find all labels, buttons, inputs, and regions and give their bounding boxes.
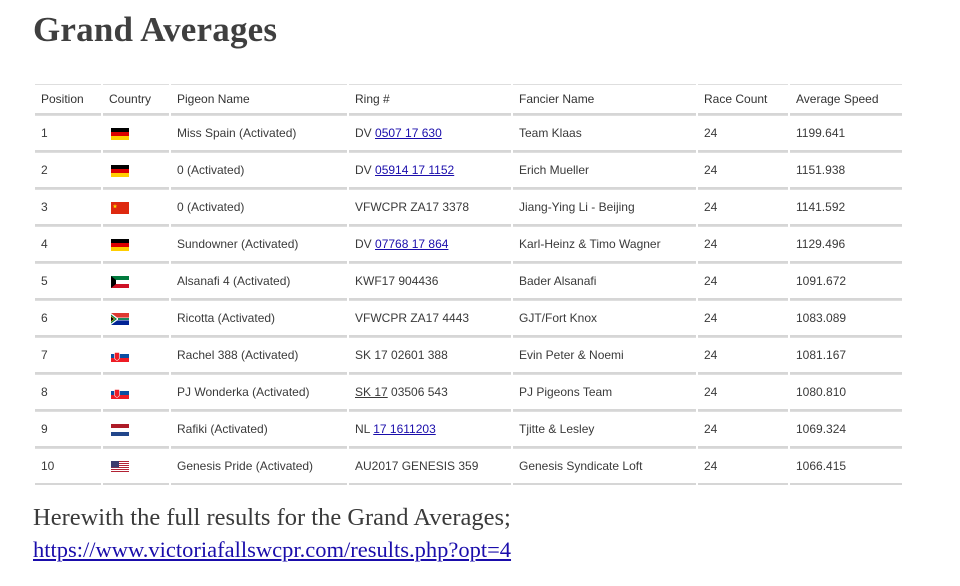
table-row bbox=[35, 374, 902, 411]
cell-ring bbox=[349, 226, 511, 263]
cell-average-speed: 1083.089 bbox=[790, 300, 902, 337]
cell-position: 5 bbox=[35, 263, 101, 300]
china-flag-icon bbox=[111, 202, 129, 214]
cell-fancier-name: Genesis Syndicate Loft bbox=[513, 448, 696, 485]
cell-fancier-name: Karl-Heinz & Timo Wagner bbox=[513, 226, 696, 263]
cell-race-count: 24 bbox=[698, 152, 788, 189]
cell-average-speed: 1081.167 bbox=[790, 337, 902, 374]
cell-race-count: 24 bbox=[698, 263, 788, 300]
cell-race-count: 24 bbox=[698, 448, 788, 485]
cell-fancier-name: Tjitte & Lesley bbox=[513, 411, 696, 448]
cell-country bbox=[103, 226, 169, 263]
cell-race-count: 24 bbox=[698, 337, 788, 374]
cell-average-speed: 1129.496 bbox=[790, 226, 902, 263]
slovakia-flag-icon bbox=[111, 387, 129, 399]
results-table bbox=[33, 84, 904, 485]
ring-text: NL bbox=[355, 422, 374, 436]
cell-pigeon-name: Sundowner (Activated) bbox=[171, 226, 347, 263]
cell-pigeon-name: 0 (Activated) bbox=[171, 189, 347, 226]
cell-position: 7 bbox=[35, 337, 101, 374]
cell-ring bbox=[349, 411, 511, 448]
page-title: Grand Averages bbox=[33, 10, 278, 49]
cell-race-count: 24 bbox=[698, 115, 788, 152]
ring-text: AU2017 GENESIS 359 bbox=[355, 459, 479, 473]
cell-pigeon-name: Miss Spain (Activated) bbox=[171, 115, 347, 152]
germany-flag-icon bbox=[111, 128, 129, 140]
cell-position: 8 bbox=[35, 374, 101, 411]
cell-country bbox=[103, 263, 169, 300]
header-position: Position bbox=[35, 84, 101, 115]
cell-average-speed: 1151.938 bbox=[790, 152, 902, 189]
cell-race-count: 24 bbox=[698, 189, 788, 226]
ring-link[interactable]: 05914 17 1152 bbox=[375, 163, 455, 177]
cell-ring bbox=[349, 152, 511, 189]
cell-pigeon-name: PJ Wonderka (Activated) bbox=[171, 374, 347, 411]
header-average-speed: Average Speed bbox=[790, 84, 902, 115]
ring-text: VFWCPR ZA17 4443 bbox=[355, 311, 470, 325]
ring-text: SK 17 02601 388 bbox=[355, 348, 448, 362]
cell-position: 3 bbox=[35, 189, 101, 226]
ring-text: KWF17 904436 bbox=[355, 274, 439, 288]
cell-fancier-name: Team Klaas bbox=[513, 115, 696, 152]
usa-flag-icon bbox=[111, 461, 129, 473]
cell-country bbox=[103, 374, 169, 411]
table-row bbox=[35, 152, 902, 189]
ring-text-underlined: SK 17 bbox=[355, 385, 388, 399]
header-ring: Ring # bbox=[349, 84, 511, 115]
slovakia-flag-icon bbox=[111, 350, 129, 362]
table-header-row bbox=[35, 84, 902, 115]
cell-fancier-name: PJ Pigeons Team bbox=[513, 374, 696, 411]
cell-country bbox=[103, 448, 169, 485]
ring-text: DV bbox=[355, 163, 376, 177]
footer-text: Herewith the full results for the Grand Averages; bbox=[33, 504, 511, 531]
cell-fancier-name: Jiang-Ying Li - Beijing bbox=[513, 189, 696, 226]
ring-text: VFWCPR ZA17 3378 bbox=[355, 200, 470, 214]
cell-position: 4 bbox=[35, 226, 101, 263]
cell-fancier-name: Erich Mueller bbox=[513, 152, 696, 189]
cell-position: 9 bbox=[35, 411, 101, 448]
ring-link[interactable]: 17 1611203 bbox=[373, 422, 436, 436]
cell-average-speed: 1080.810 bbox=[790, 374, 902, 411]
header-race-count: Race Count bbox=[698, 84, 788, 115]
cell-race-count: 24 bbox=[698, 300, 788, 337]
table-row bbox=[35, 226, 902, 263]
cell-country bbox=[103, 337, 169, 374]
ring-link[interactable]: 07768 17 864 bbox=[375, 237, 449, 251]
cell-fancier-name: Bader Alsanafi bbox=[513, 263, 696, 300]
ring-text: DV bbox=[355, 126, 376, 140]
cell-average-speed: 1091.672 bbox=[790, 263, 902, 300]
cell-country bbox=[103, 152, 169, 189]
ring-text-suffix: 03506 543 bbox=[387, 385, 448, 399]
cell-country bbox=[103, 300, 169, 337]
cell-pigeon-name: Ricotta (Activated) bbox=[171, 300, 347, 337]
cell-average-speed: 1069.324 bbox=[790, 411, 902, 448]
cell-ring bbox=[349, 337, 511, 374]
footer-paragraph bbox=[33, 502, 933, 566]
cell-pigeon-name: Genesis Pride (Activated) bbox=[171, 448, 347, 485]
germany-flag-icon bbox=[111, 239, 129, 251]
cell-position: 10 bbox=[35, 448, 101, 485]
table-row bbox=[35, 115, 902, 152]
cell-pigeon-name: 0 (Activated) bbox=[171, 152, 347, 189]
header-pigeon-name: Pigeon Name bbox=[171, 84, 347, 115]
cell-position: 1 bbox=[35, 115, 101, 152]
table-row bbox=[35, 189, 902, 226]
cell-race-count: 24 bbox=[698, 411, 788, 448]
table-row bbox=[35, 300, 902, 337]
cell-position: 6 bbox=[35, 300, 101, 337]
results-link[interactable]: https://www.victoriafallswcpr.com/results.php?opt=4 bbox=[33, 537, 512, 562]
header-country: Country bbox=[103, 84, 169, 115]
cell-race-count: 24 bbox=[698, 226, 788, 263]
cell-fancier-name: GJT/Fort Knox bbox=[513, 300, 696, 337]
table-row bbox=[35, 448, 902, 485]
cell-ring bbox=[349, 300, 511, 337]
ring-link[interactable]: 0507 17 630 bbox=[375, 126, 442, 140]
table-row bbox=[35, 337, 902, 374]
cell-country bbox=[103, 411, 169, 448]
netherlands-flag-icon bbox=[111, 424, 129, 436]
cell-country bbox=[103, 189, 169, 226]
cell-average-speed: 1141.592 bbox=[790, 189, 902, 226]
cell-ring bbox=[349, 263, 511, 300]
cell-pigeon-name: Alsanafi 4 (Activated) bbox=[171, 263, 347, 300]
cell-pigeon-name: Rafiki (Activated) bbox=[171, 411, 347, 448]
germany-flag-icon bbox=[111, 165, 129, 177]
cell-country bbox=[103, 115, 169, 152]
cell-pigeon-name: Rachel 388 (Activated) bbox=[171, 337, 347, 374]
south-africa-flag-icon bbox=[111, 313, 129, 325]
cell-average-speed: 1066.415 bbox=[790, 448, 902, 485]
cell-ring bbox=[349, 115, 511, 152]
kuwait-flag-icon bbox=[111, 276, 129, 288]
header-fancier-name: Fancier Name bbox=[513, 84, 696, 115]
cell-ring bbox=[349, 374, 511, 411]
cell-position: 2 bbox=[35, 152, 101, 189]
table-row bbox=[35, 411, 902, 448]
cell-race-count: 24 bbox=[698, 374, 788, 411]
cell-ring bbox=[349, 189, 511, 226]
cell-ring bbox=[349, 448, 511, 485]
cell-fancier-name: Evin Peter & Noemi bbox=[513, 337, 696, 374]
cell-average-speed: 1199.641 bbox=[790, 115, 902, 152]
ring-text: DV bbox=[355, 237, 376, 251]
table-row bbox=[35, 263, 902, 300]
